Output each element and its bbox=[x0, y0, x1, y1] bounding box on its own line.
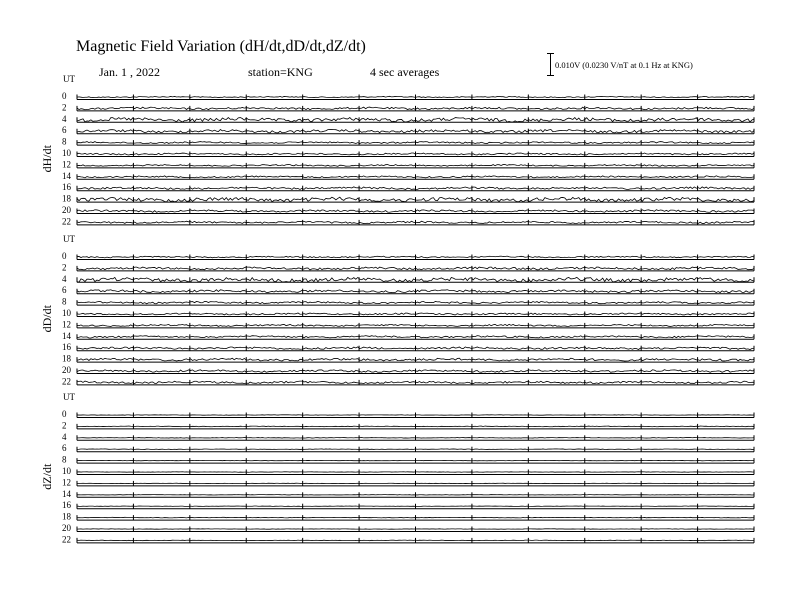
row-hour-label: 4 bbox=[62, 431, 67, 442]
row-hour-label: 22 bbox=[62, 216, 71, 227]
variation-trace bbox=[77, 438, 754, 439]
row-hour-label: 22 bbox=[62, 376, 71, 387]
scale-label: 0.010V (0.0230 V/nT at 0.1 Hz at KNG) bbox=[555, 60, 693, 70]
panel-dzdt bbox=[40, 392, 754, 544]
panel-dddt bbox=[40, 234, 754, 386]
date-label: Jan. 1 , 2022 bbox=[99, 65, 160, 79]
panel-ylabel: dZ/dt bbox=[40, 463, 54, 490]
row-hour-label: 14 bbox=[62, 330, 71, 341]
station-label: station=KNG bbox=[248, 65, 313, 79]
row-hour-label: 18 bbox=[62, 511, 71, 522]
row-hour-label: 12 bbox=[62, 159, 71, 170]
row-hour-label: 12 bbox=[62, 319, 71, 330]
row-hour-label: 20 bbox=[62, 205, 71, 215]
ut-axis-label: UT bbox=[63, 234, 75, 244]
row-hour-label: 0 bbox=[62, 251, 67, 261]
ut-axis-label: UT bbox=[63, 74, 75, 84]
row-hour-label: 10 bbox=[62, 308, 71, 318]
row-hour-label: 2 bbox=[62, 262, 67, 273]
row-hour-label: 0 bbox=[62, 409, 67, 419]
row-hour-label: 22 bbox=[62, 534, 71, 545]
row-hour-label: 2 bbox=[62, 102, 67, 113]
panel-ylabel: dH/dt bbox=[40, 145, 54, 173]
row-hour-label: 8 bbox=[62, 136, 67, 147]
row-hour-label: 10 bbox=[62, 148, 71, 158]
row-hour-label: 8 bbox=[62, 296, 67, 307]
averaging-label: 4 sec averages bbox=[370, 65, 440, 79]
row-hour-label: 0 bbox=[62, 91, 67, 101]
row-hour-label: 18 bbox=[62, 193, 71, 204]
row-hour-label: 20 bbox=[62, 523, 71, 533]
row-hour-label: 8 bbox=[62, 454, 67, 465]
variation-trace bbox=[77, 426, 754, 427]
row-hour-label: 14 bbox=[62, 170, 71, 181]
page-title: Magnetic Field Variation (dH/dt,dD/dt,dZ/dt) bbox=[76, 38, 366, 55]
row-hour-label: 6 bbox=[62, 443, 67, 454]
row-hour-label: 4 bbox=[62, 113, 67, 124]
row-hour-label: 10 bbox=[62, 466, 71, 476]
row-hour-label: 6 bbox=[62, 125, 67, 136]
row-hour-label: 16 bbox=[62, 500, 71, 511]
row-hour-label: 18 bbox=[62, 353, 71, 364]
panel-ylabel: dD/dt bbox=[40, 305, 54, 333]
variation-trace bbox=[77, 449, 754, 450]
row-hour-label: 4 bbox=[62, 273, 67, 284]
row-hour-label: 12 bbox=[62, 477, 71, 488]
panel-dhdt bbox=[40, 74, 754, 226]
row-hour-label: 2 bbox=[62, 420, 67, 431]
row-hour-label: 6 bbox=[62, 285, 67, 296]
ut-axis-label: UT bbox=[63, 392, 75, 402]
variation-trace bbox=[77, 517, 754, 518]
row-hour-label: 16 bbox=[62, 182, 71, 193]
row-hour-label: 16 bbox=[62, 342, 71, 353]
row-hour-label: 14 bbox=[62, 488, 71, 499]
row-hour-label: 20 bbox=[62, 365, 71, 375]
